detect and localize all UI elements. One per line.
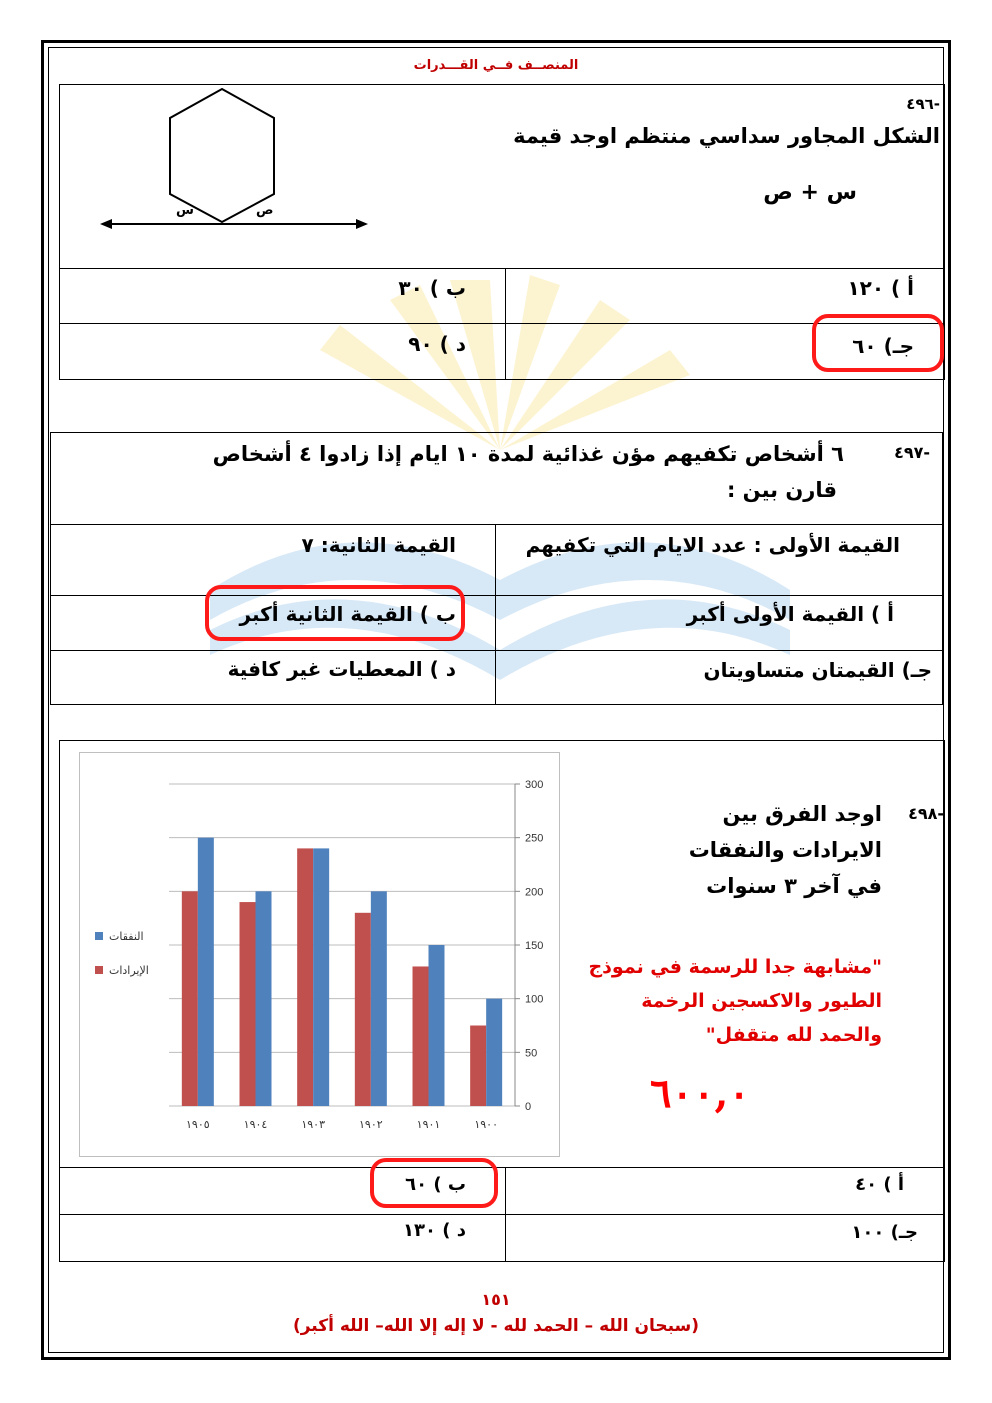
q496-row-divider-1	[59, 268, 945, 324]
bar-expenses	[486, 999, 502, 1106]
footer-dhikr: (سبحان الله – الحمد لله - لا إله إلا الله– الله أكبر)	[292, 1316, 700, 1336]
y-tick-label: 100	[525, 993, 544, 1006]
bar-expenses	[313, 848, 329, 1106]
q498-number: -٤٩٨	[908, 804, 944, 823]
y-tick-label: 150	[525, 940, 544, 952]
y-tick-label: 200	[525, 886, 544, 899]
handwritten-answer: ٦٠٠,٠	[650, 1070, 750, 1117]
q496-number: -٤٩٦	[906, 95, 940, 113]
x-tick-label: ١٩٠١	[416, 1118, 441, 1131]
q497-value1: القيمة الأولى : عدد الايام التي تكفيهم	[525, 533, 900, 557]
legend-swatch	[95, 966, 103, 974]
y-tick-label: 300	[525, 779, 544, 791]
q497-option-b[interactable]: ب ) القيمة الثانية أكبر	[239, 602, 456, 626]
q498-row-1	[59, 1167, 945, 1215]
legend-swatch	[95, 932, 103, 940]
q497-number: -٤٩٧	[894, 443, 930, 462]
y-tick-label: 0	[525, 1101, 532, 1113]
q496-col-divider	[505, 268, 506, 380]
q498-question-line3: في آخر ٣ سنوات	[706, 874, 882, 898]
q497-option-d[interactable]: د ) المعطيات غير كافية	[227, 657, 456, 681]
arrow-left-icon	[100, 219, 112, 229]
bar-revenue	[297, 848, 313, 1106]
bar-revenue	[413, 966, 429, 1106]
q496-option-c[interactable]: جـ) ٦٠	[852, 334, 914, 358]
q498-question-line1: اوجد الفرق بين	[722, 802, 882, 826]
q497-question-text: ٦ أشخاص تكفيهم مؤن غذائية لمدة ١٠ ايام إذا زادوا ٤ أشخاص	[212, 442, 844, 466]
handwritten-note-line1: "مشابهة جدا للرسمة في نموذج	[588, 956, 882, 978]
x-tick-label: ١٩٠٣	[301, 1118, 325, 1131]
q496-question-text: الشكل المجاور سداسي منتظم اوجد قيمة	[513, 124, 940, 148]
page-header: المنصــف فــي القـــدرات	[413, 58, 579, 73]
q496-option-d[interactable]: د ) ٩٠	[408, 332, 466, 356]
handwritten-note-line2: الطيور والاكسجين الرخمة	[641, 990, 882, 1012]
x-tick-label: ١٩٠٠	[474, 1118, 498, 1131]
q497-col-divider	[495, 524, 496, 705]
y-tick-label: 50	[525, 1047, 538, 1060]
q496-option-b[interactable]: ب ) ٣٠	[398, 276, 466, 300]
legend-label: الإيرادات	[109, 964, 149, 977]
q496-expression: س + ص	[763, 180, 857, 205]
arrow-right-icon	[356, 219, 368, 229]
q498-col-divider	[505, 1167, 506, 1262]
x-tick-label: ١٩٠٢	[359, 1118, 383, 1131]
q498-option-a[interactable]: أ ) ٤٠	[855, 1174, 904, 1195]
x-tick-label: ١٩٠٤	[243, 1118, 268, 1131]
legend-label: النفقات	[109, 930, 144, 943]
q498-option-d[interactable]: د ) ١٣٠	[403, 1220, 466, 1241]
bar-revenue	[470, 1026, 486, 1107]
q497-value2: القيمة الثانية: ٧	[301, 533, 456, 557]
bar-revenue	[182, 891, 198, 1106]
bar-expenses	[198, 838, 214, 1106]
y-tick-label: 250	[525, 832, 544, 845]
page-number: ١٥١	[481, 1290, 511, 1309]
answer-circle-q496	[812, 314, 944, 372]
bar-revenue	[240, 902, 256, 1106]
answer-circle-q497	[205, 585, 465, 641]
q497-option-a[interactable]: أ ) القيمة الأولى أكبر	[686, 602, 894, 626]
bar-expenses	[429, 945, 445, 1106]
bar-expenses	[256, 891, 272, 1106]
bar-revenue	[355, 913, 371, 1106]
figure-label-x: س	[176, 203, 194, 218]
hexagon-figure	[98, 86, 370, 232]
handwritten-note-line3: والحمد لله متقفل"	[705, 1024, 882, 1046]
figure-label-y: ص	[256, 203, 274, 218]
x-tick-label: ١٩٠٥	[186, 1118, 210, 1131]
answer-circle-q498	[370, 1158, 498, 1208]
q496-option-a[interactable]: أ ) ١٢٠	[847, 276, 914, 300]
q498-option-c[interactable]: جـ) ١٠٠	[851, 1222, 918, 1243]
q498-question-line2: الايرادات والنفقات	[688, 838, 882, 862]
q497-compare-label: قارن بين :	[726, 478, 837, 502]
bar-chart	[79, 752, 561, 1158]
q497-option-c[interactable]: جـ) القيمتان متساويتان	[703, 658, 932, 682]
q498-option-b[interactable]: ب ) ٦٠	[405, 1174, 466, 1195]
bar-expenses	[371, 891, 387, 1106]
